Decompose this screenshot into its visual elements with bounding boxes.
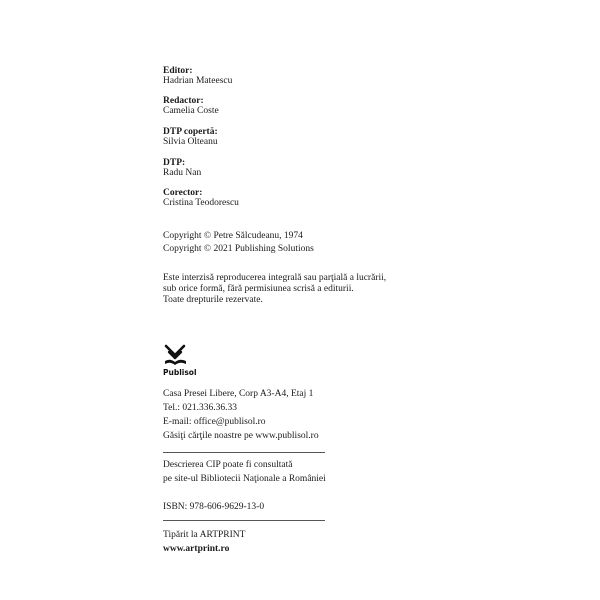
- editor-label: Editor:: [163, 66, 193, 76]
- divider-1: [163, 452, 325, 453]
- publisol-logo-icon: [164, 344, 188, 366]
- proofreader-name: Cristina Teodorescu: [163, 198, 239, 208]
- printer-website: www.artprint.ro: [163, 544, 230, 554]
- publisher-logo: [163, 344, 197, 380]
- redactor-name: Camelia Coste: [163, 106, 219, 116]
- proofreader-label: Corector:: [163, 188, 203, 198]
- printer-label: Tipărit la ARTPRINT: [163, 530, 246, 540]
- copyright-line-publisher: Copyright © 2021 Publishing Solutions: [163, 244, 314, 254]
- divider-2: [163, 520, 325, 521]
- publisher-website: Găsiţi cărţile noastre pe www.publisol.ro: [163, 431, 319, 441]
- rights-line-2: sub orice formă, fără permisiunea scrisă a editurii.: [163, 284, 354, 294]
- editor-name: Hadrian Mateescu: [163, 76, 233, 86]
- dtp-label: DTP:: [163, 158, 186, 168]
- publisher-logo-text: Publisol: [163, 368, 197, 377]
- publisher-address: Casa Presei Libere, Corp A3-A4, Etaj 1: [163, 389, 314, 399]
- copyright-line-author: Copyright © Petre Sălcudeanu, 1974: [163, 231, 303, 241]
- rights-line-3: Toate drepturile rezervate.: [163, 295, 263, 305]
- dtp-cover-name: Silvia Olteanu: [163, 137, 218, 147]
- cip-line-1: Descrierea CIP poate fi consultată: [163, 460, 293, 470]
- redactor-label: Redactor:: [163, 96, 204, 106]
- dtp-cover-label: DTP copertă:: [163, 127, 218, 137]
- rights-line-1: Este interzisă reproducerea integrală sau parţială a lucrării,: [163, 273, 387, 283]
- isbn: ISBN: 978-606-9629-13-0: [163, 502, 265, 512]
- publisher-email: E-mail: office@publisol.ro: [163, 417, 266, 427]
- publisher-phone: Tel.: 021.336.36.33: [163, 403, 238, 413]
- cip-line-2: pe site-ul Bibliotecii Naţionale a României: [163, 474, 326, 484]
- dtp-name: Radu Nan: [163, 168, 202, 178]
